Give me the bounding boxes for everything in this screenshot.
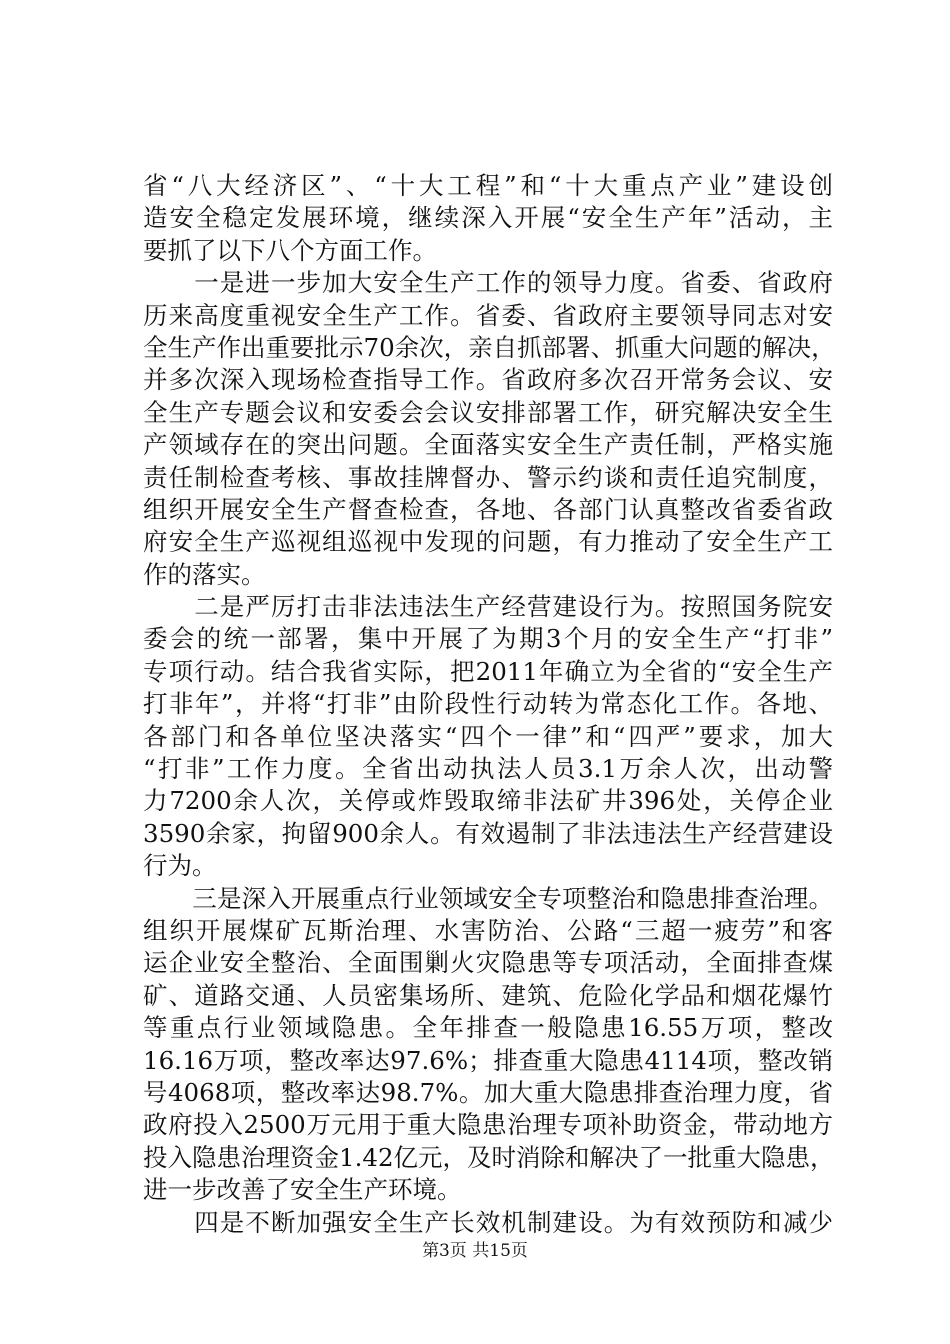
body-text: [143, 170, 836, 1239]
text-line: 要抓了以下八个方面工作。: [143, 235, 437, 265]
text-line: 四是不断加强安全生产长效机制建设。为有效预防和减少: [143, 1207, 833, 1237]
text-line: 一是进一步加大安全生产工作的领导力度。省委、省政府: [143, 268, 833, 298]
text-line: 并多次深入现场检查指导工作。省政府多次召开常务会议、安: [143, 365, 833, 395]
text-line: 作的落实。: [143, 559, 266, 589]
text-line: 全生产作出重要批示70余次，亲自抓部署、抓重大问题的解决，: [143, 332, 836, 362]
text-line: 责任制检查考核、事故挂牌督办、警示约谈和责任追究制度，: [143, 462, 833, 492]
page-number: 第3页 共15页: [422, 1241, 528, 1261]
text-line: 二是严厉打击非法违法生产经营建设行为。按照国务院安: [143, 592, 833, 622]
text-line: 委会的统一部署，集中开展了为期3个月的安全生产“打非”: [143, 624, 833, 654]
text-line: “打非”工作力度。全省出动执法人员3.1万余人次，出动警: [143, 754, 833, 784]
text-line: 历来高度重视安全生产工作。省委、省政府主要领导同志对安: [143, 300, 833, 330]
text-line: 3590余家，拘留900余人。有效遏制了非法违法生产经营建设: [143, 818, 833, 848]
text-line: 组织开展煤矿瓦斯治理、水害防治、公路“三超一疲劳”和客: [143, 915, 833, 945]
text-line: 运企业安全整治、全面围剿火灾隐患等专项活动，全面排查煤: [143, 948, 833, 978]
text-line: 各部门和各单位坚决落实“四个一律”和“四严”要求，加大: [143, 721, 833, 751]
text-line: 造安全稳定发展环境，继续深入开展“安全生产年”活动，主: [143, 203, 833, 233]
text-line: 力7200余人次，关停或炸毁取缔非法矿井396处，关停企业: [143, 786, 833, 816]
text-line: 政府投入2500万元用于重大隐患治理专项补助资金，带动地方: [143, 1110, 833, 1140]
text-line: 全生产专题会议和安委会会议安排部署工作，研究解决安全生: [143, 397, 833, 427]
text-line: 产领域存在的突出问题。全面落实安全生产责任制，严格实施: [143, 430, 833, 460]
text-line: 行为。: [143, 851, 217, 881]
text-line: 打非年”，并将“打非”由阶段性行动转为常态化工作。各地、: [143, 689, 833, 719]
text-line: 组织开展安全生产督查检查，各地、各部门认真整改省委省政: [143, 494, 833, 524]
text-line: 16.16万项，整改率达97.6%；排查重大隐患4114项，整改销: [143, 1045, 833, 1075]
text-line: 专项行动。结合我省实际，把2011年确立为全省的“安全生产: [143, 656, 833, 686]
text-line: 三是深入开展重点行业领域安全专项整治和隐患排查治理。: [143, 883, 833, 913]
text-line: 进一步改善了安全生产环境。: [143, 1175, 462, 1205]
text-line: 投入隐患治理资金1.42亿元，及时消除和解决了一批重大隐患，: [143, 1142, 835, 1172]
text-line: 府安全生产巡视组巡视中发现的问题，有力推动了安全生产工: [143, 527, 833, 557]
text-line: 矿、道路交通、人员密集场所、建筑、危险化学品和烟花爆竹: [143, 980, 833, 1010]
text-line: 等重点行业领域隐患。全年排查一般隐患16.55万项，整改: [143, 1013, 833, 1043]
text-line: 号4068项，整改率达98.7%。加大重大隐患排查治理力度，省: [143, 1077, 833, 1107]
text-line: 省“八大经济区”、“十大工程”和“十大重点产业”建设创: [143, 171, 833, 200]
